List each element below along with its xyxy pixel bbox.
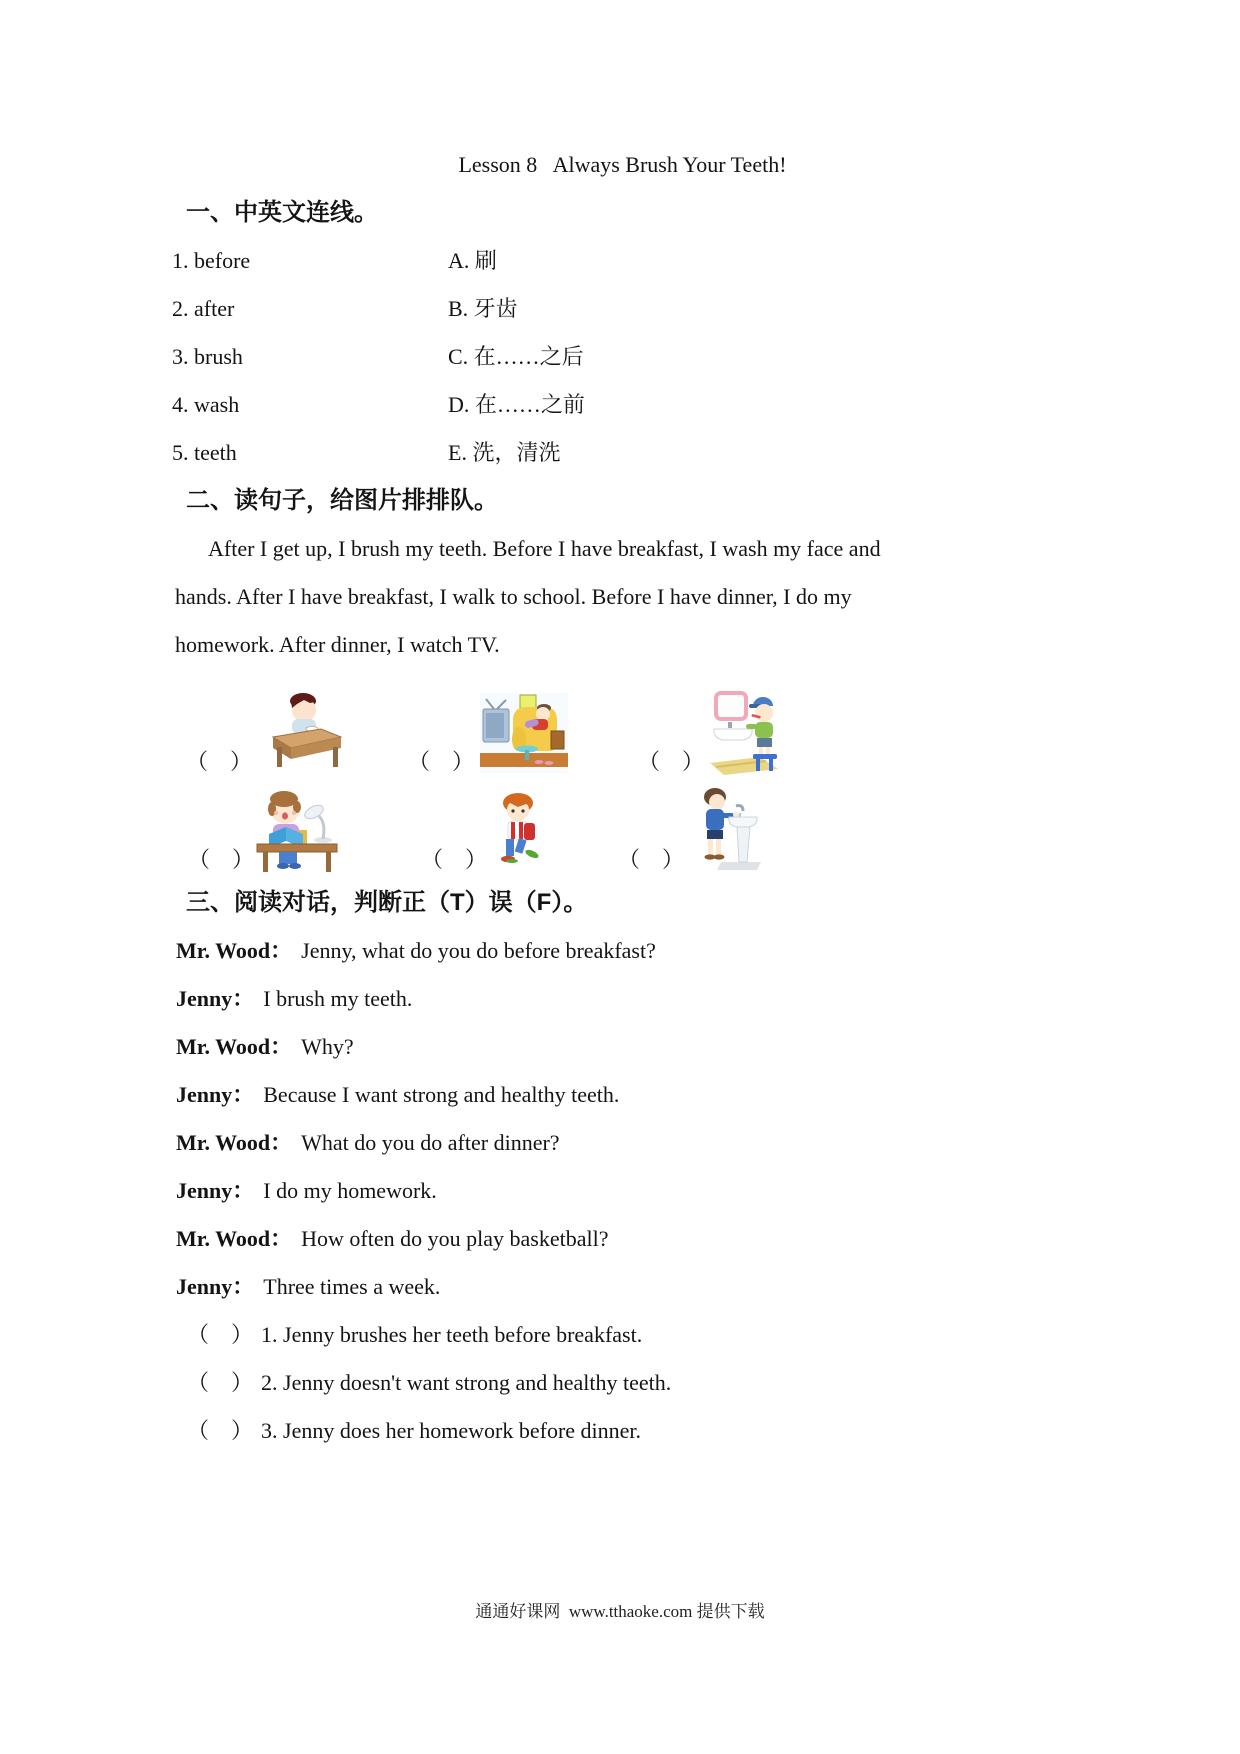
dialogue-speaker: Mr. Wood： bbox=[176, 1226, 293, 1251]
dialogue-line bbox=[170, 1167, 1075, 1215]
answer-blank: （ ） bbox=[421, 847, 488, 872]
section-one-heading: 一、中英文连线。 bbox=[186, 199, 378, 226]
worksheet-content bbox=[170, 0, 1075, 1455]
answer-blank: （ ） bbox=[618, 847, 685, 872]
match-english: 3. brush bbox=[172, 344, 243, 369]
passage-line: homework. After dinner, I watch TV. bbox=[175, 632, 500, 657]
boy-walking-to-school-image bbox=[488, 790, 548, 874]
match-english: 4. wash bbox=[172, 392, 240, 417]
match-english: 2. after bbox=[172, 296, 235, 321]
match-chinese: C. 在……之后 bbox=[448, 344, 584, 369]
match-item bbox=[170, 429, 1075, 477]
match-item bbox=[170, 381, 1075, 429]
tf-statement-text: 1. Jenny brushes her teeth before breakfast. bbox=[261, 1322, 643, 1347]
dialogue-line bbox=[170, 1215, 1075, 1263]
dialogue-line bbox=[170, 975, 1075, 1023]
tf-statement-text: 2. Jenny doesn't want strong and healthy teeth. bbox=[261, 1370, 672, 1395]
boy-doing-homework-at-desk-image bbox=[253, 782, 341, 874]
passage-line: hands. After I have breakfast, I walk to school. Before I have dinner, I do my bbox=[175, 584, 852, 609]
match-item bbox=[170, 333, 1075, 381]
answer-blank: （ ） bbox=[188, 847, 255, 872]
dialogue-text: What do you do after dinner? bbox=[301, 1130, 560, 1155]
tf-statement bbox=[170, 1359, 1075, 1407]
match-english: 1. before bbox=[172, 248, 251, 273]
match-item bbox=[170, 285, 1075, 333]
dialogue-speaker: Jenny： bbox=[176, 1274, 255, 1299]
boy-watching-tv-on-sofa-image bbox=[480, 693, 568, 773]
dialogue-line bbox=[170, 1263, 1075, 1311]
dialogue-line bbox=[170, 1119, 1075, 1167]
tf-answer-blank: （ ） bbox=[187, 1418, 254, 1443]
dialogue-line bbox=[170, 927, 1075, 975]
answer-blank: （ ） bbox=[408, 749, 475, 774]
tf-statement bbox=[170, 1407, 1075, 1455]
answer-blank: （ ） bbox=[186, 749, 253, 774]
match-chinese: B. 牙齿 bbox=[448, 296, 518, 321]
passage-line: After I get up, I brush my teeth. Before I have breakfast, I wash my face and bbox=[208, 536, 881, 561]
boy-washing-face-at-sink-image bbox=[691, 784, 763, 874]
dialogue-text: Because I want strong and healthy teeth. bbox=[263, 1082, 620, 1107]
dialogue-text: I do my homework. bbox=[263, 1178, 437, 1203]
dialogue-text: How often do you play basketball? bbox=[301, 1226, 609, 1251]
match-english: 5. teeth bbox=[172, 440, 237, 465]
boy-having-breakfast-at-desk-image bbox=[265, 687, 347, 773]
tf-answer-blank: （ ） bbox=[187, 1322, 254, 1347]
dialogue-text: Three times a week. bbox=[263, 1274, 441, 1299]
dialogue-speaker: Jenny： bbox=[176, 1082, 255, 1107]
dialogue-line bbox=[170, 1071, 1075, 1119]
dialogue-speaker: Mr. Wood： bbox=[176, 1130, 293, 1155]
dialogue-speaker: Jenny： bbox=[176, 1178, 255, 1203]
dialogue-text: Why? bbox=[301, 1034, 354, 1059]
dialogue-text: I brush my teeth. bbox=[263, 986, 413, 1011]
match-chinese: A. 刷 bbox=[448, 248, 497, 273]
boy-brushing-teeth-at-sink-image bbox=[708, 689, 790, 775]
footer-text: 通通好课网 www.tthaoke.com 提供下载 bbox=[475, 1602, 765, 1621]
dialogue-speaker: Mr. Wood： bbox=[176, 938, 293, 963]
dialogue-speaker: Jenny： bbox=[176, 986, 255, 1011]
page-title: Lesson 8 Always Brush Your Teeth! bbox=[458, 152, 787, 177]
tf-statement bbox=[170, 1311, 1075, 1359]
section-two-heading: 二、读句子，给图片排排队。 bbox=[186, 487, 498, 514]
dialogue-speaker: Mr. Wood： bbox=[176, 1034, 293, 1059]
section-three-heading: 三、阅读对话，判断正（T）误（F）。 bbox=[186, 889, 588, 916]
picture-ordering-area bbox=[170, 669, 1075, 879]
match-chinese: E. 洗，清洗 bbox=[448, 440, 561, 465]
tf-statement-text: 3. Jenny does her homework before dinner. bbox=[261, 1418, 642, 1443]
tf-answer-blank: （ ） bbox=[187, 1370, 254, 1395]
dialogue-text: Jenny, what do you do before breakfast? bbox=[301, 938, 656, 963]
match-chinese: D. 在……之前 bbox=[448, 392, 585, 417]
match-item bbox=[170, 237, 1075, 285]
answer-blank: （ ） bbox=[638, 749, 705, 774]
dialogue-line bbox=[170, 1023, 1075, 1071]
